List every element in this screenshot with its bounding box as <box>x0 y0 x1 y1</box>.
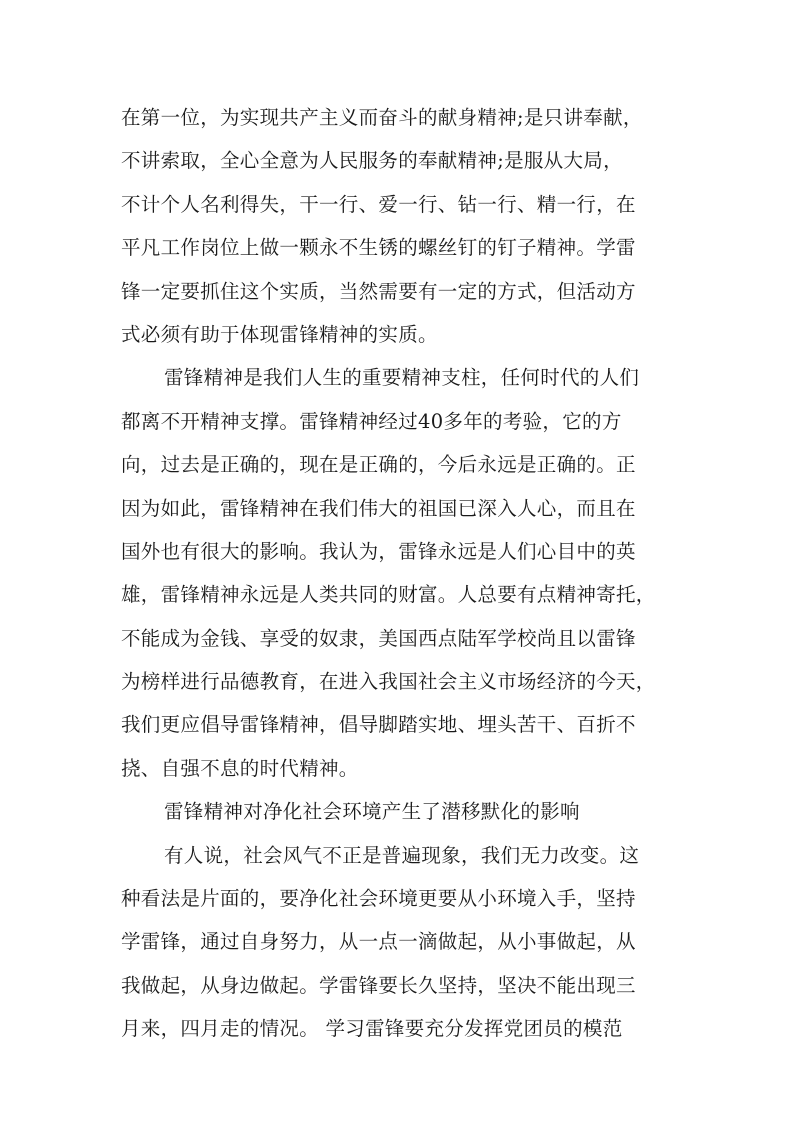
paragraph-start-line: 有人说，社会风气不正是普遍现象，我们无力改变。这 <box>164 843 640 867</box>
text-line: 为榜样进行品德教育，在进入我国社会主义市场经济的今天， <box>121 670 656 694</box>
text-line: 雄，雷锋精神永远是人类共同的财富。人总要有点精神寄托， <box>121 583 656 607</box>
text-line: 挠、自强不息的时代精神。 <box>121 756 359 780</box>
text-line: 不能成为金钱、享受的奴隶，美国西点陆军学校尚且以雷锋 <box>121 626 636 650</box>
text-line: 式必须有助于体现雷锋精神的实质。 <box>121 322 438 346</box>
text-line: 种看法是片面的，要净化社会环境更要从小环境入手，坚持 <box>121 887 636 911</box>
text-line: 平凡工作岗位上做一颗永不生锈的螺丝钉的钉子精神。学雷 <box>121 236 636 260</box>
body-text <box>121 96 684 1051</box>
text-line: 月来，四月走的情况。 学习雷锋要充分发挥党团员的模范 <box>121 1017 623 1041</box>
text-line: 学雷锋，通过自身努力，从一点一滴做起，从小事做起，从 <box>121 930 636 954</box>
text-line: 因为如此，雷锋精神在我们伟大的祖国已深入人心，而且在 <box>121 496 636 520</box>
text-line: 不计个人名利得失，干一行、爱一行、钻一行、精一行，在 <box>121 192 636 216</box>
text-line: 国外也有很大的影响。我认为，雷锋永远是人们心目中的英 <box>121 539 636 563</box>
text-line: 不讲索取，全心全意为人民服务的奉献精神;是服从大局， <box>121 149 623 173</box>
text-line: 锋一定要抓住这个实质，当然需要有一定的方式，但活动方 <box>121 279 636 303</box>
text-line: 我们更应倡导雷锋精神，倡导脚踏实地、埋头苦干、百折不 <box>121 713 636 737</box>
text-line: 向，过去是正确的，现在是正确的，今后永远是正确的。正 <box>121 453 636 477</box>
text-line: 我做起，从身边做起。学雷锋要长久坚持，坚决不能出现三 <box>121 973 636 997</box>
text-line: 都离不开精神支撑。雷锋精神经过40多年的考验，它的方 <box>121 409 622 433</box>
paragraph-start-line: 雷锋精神是我们人生的重要精神支柱，任何时代的人们 <box>164 366 640 390</box>
text-line: 在第一位，为实现共产主义而奋斗的献身精神;是只讲奉献， <box>121 106 643 129</box>
section-heading: 雷锋精神对净化社会环境产生了潜移默化的影响 <box>164 800 580 824</box>
